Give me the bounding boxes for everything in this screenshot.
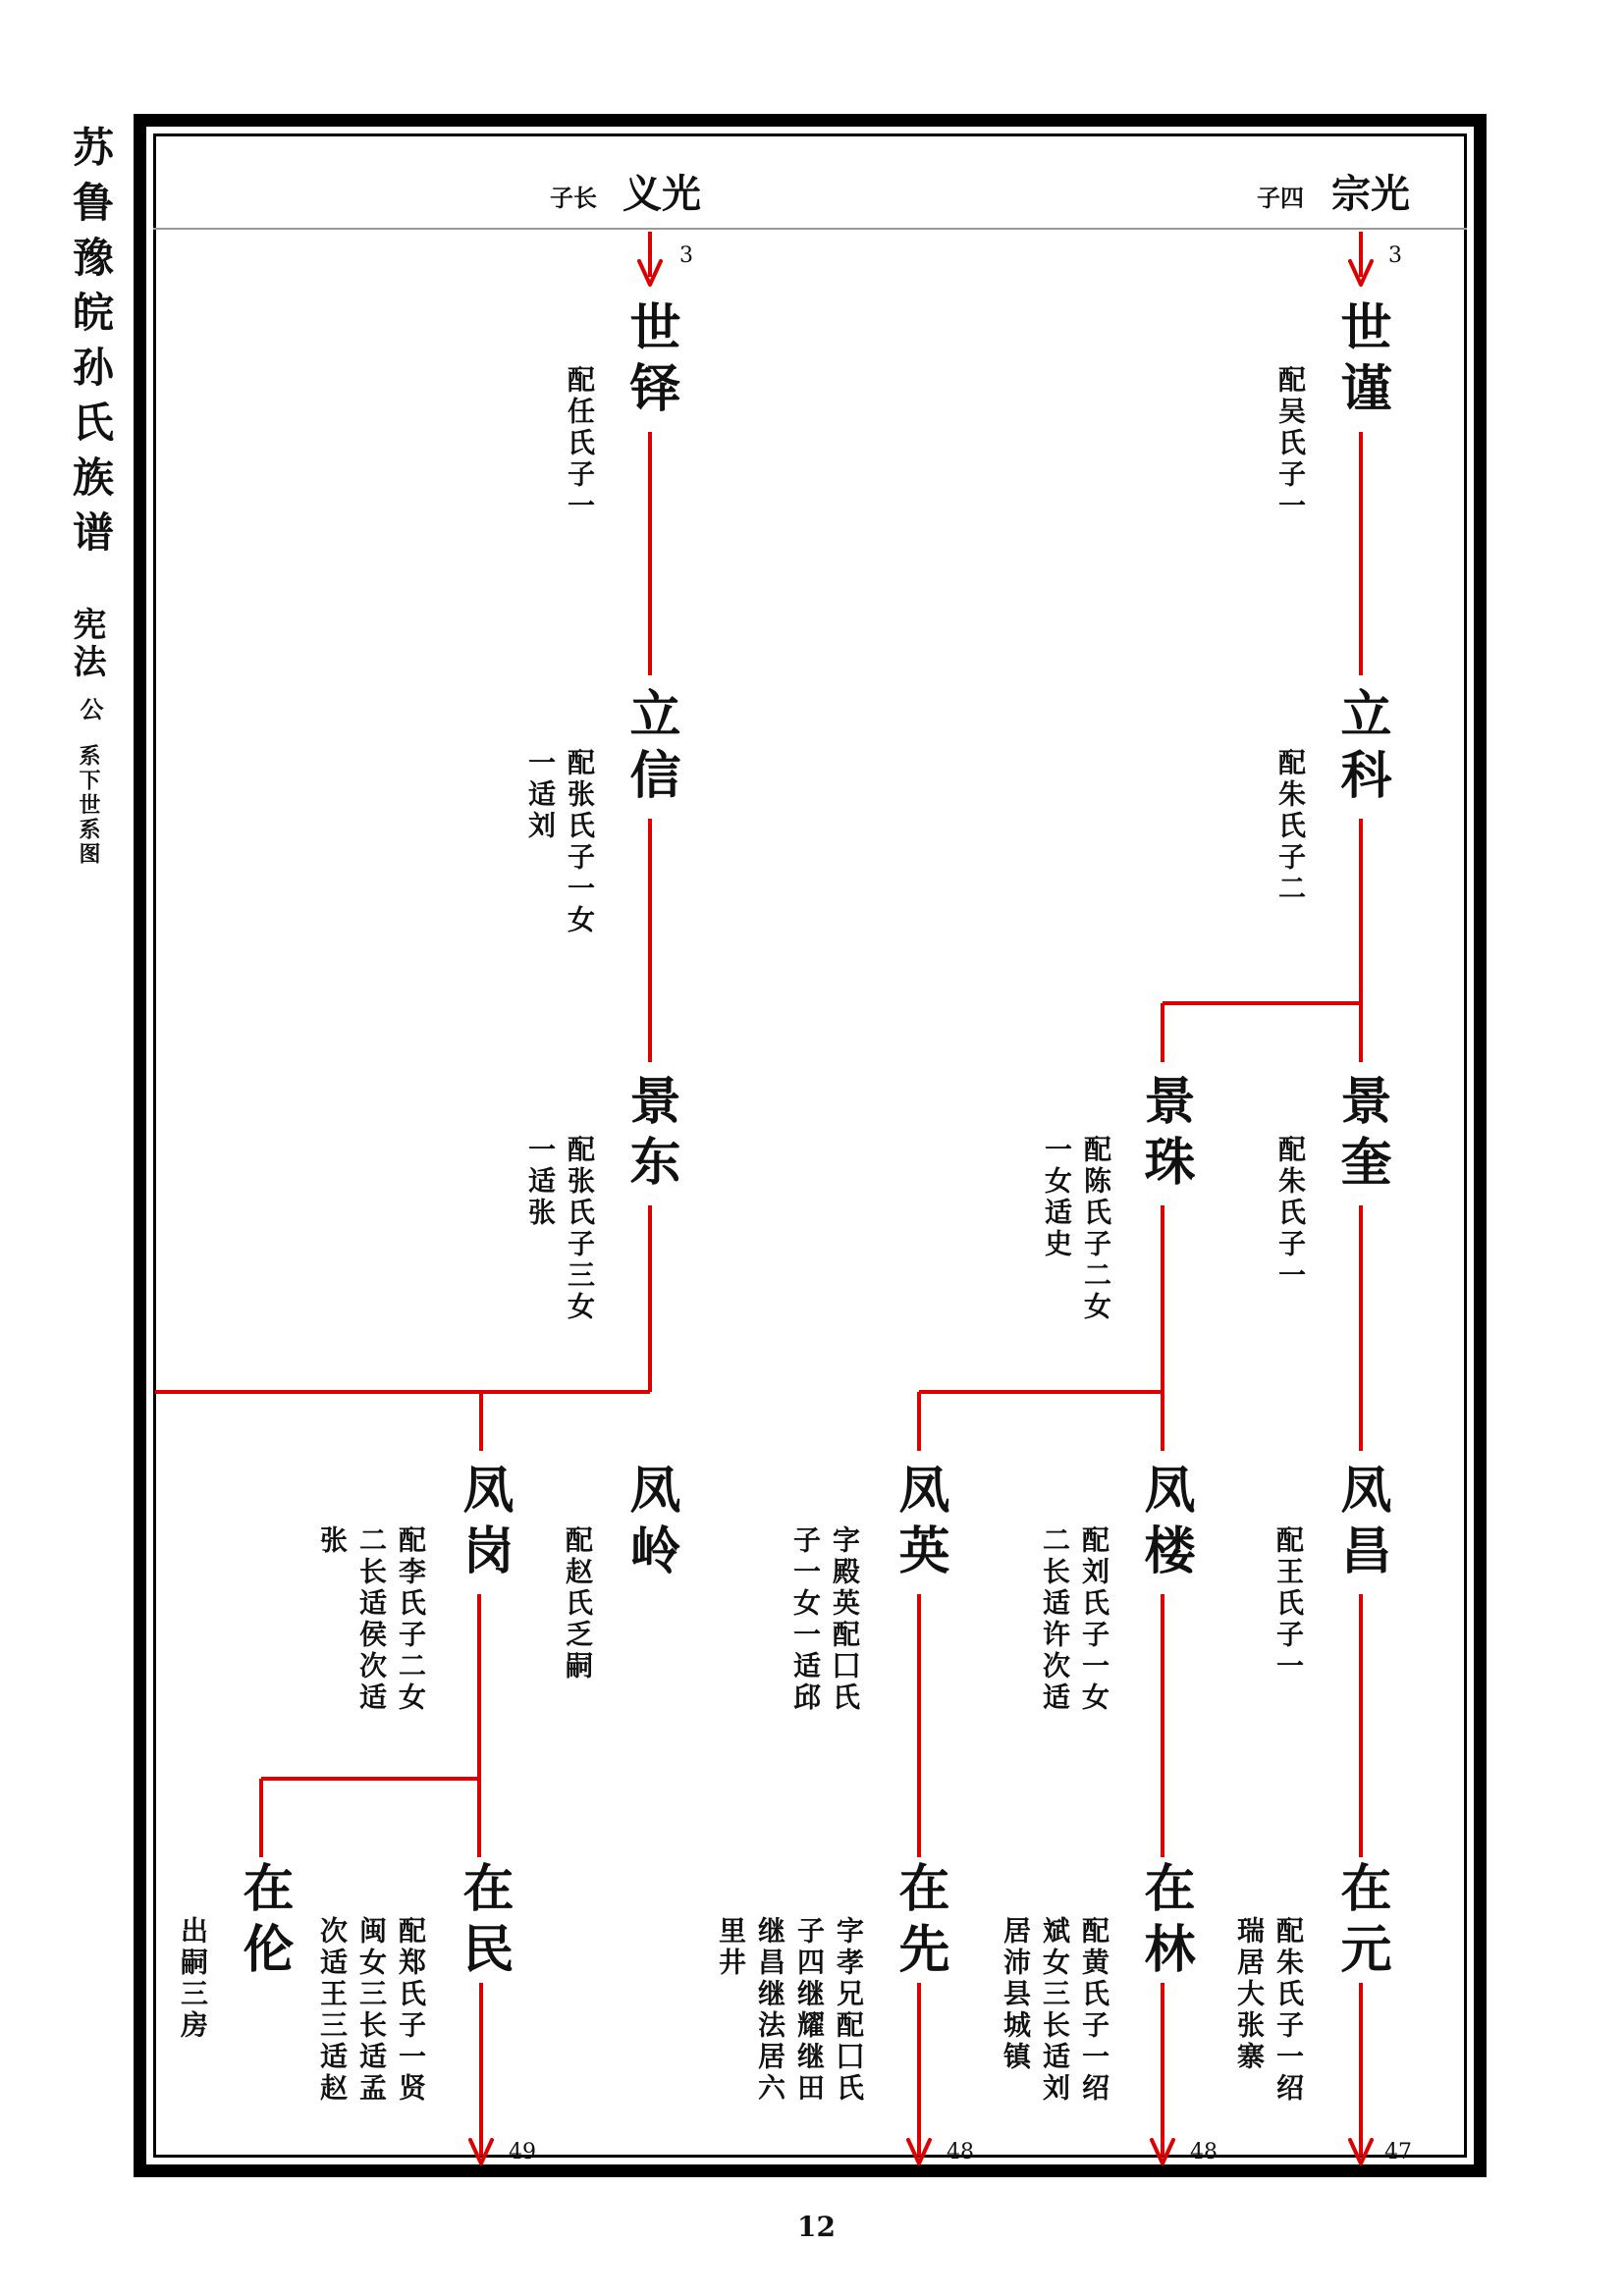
note-zaixian-1: 字孝兄配囗氏 [833, 1916, 865, 2105]
person-lixin: 立信 [621, 687, 680, 809]
person-shijin: 世谨 [1331, 300, 1391, 422]
note-jingdong-2: 一适张 [524, 1135, 557, 1229]
person-jingzhu: 景珠 [1135, 1074, 1195, 1196]
chart-subtitle: 系下世系图 [76, 744, 101, 867]
ancestor-honorific: 公 [76, 697, 104, 721]
person-jingdong: 景东 [621, 1074, 680, 1196]
ref-bottom-zaiyuan: 47 [1384, 2140, 1412, 2164]
person-zailin: 在林 [1135, 1861, 1195, 1983]
person-zaixian: 在先 [890, 1861, 949, 1983]
header-right-rank: 子四 [1257, 184, 1304, 212]
note-fenggang-2: 二长适侯次适 [355, 1525, 388, 1714]
note-zailin-3: 居沛县城镇 [1000, 1916, 1032, 2073]
note-jingzhu-2: 一女适史 [1041, 1135, 1073, 1260]
person-zailun: 在伦 [234, 1861, 294, 1983]
genealogy-title: 苏鲁豫皖孙氏族谱 [67, 126, 115, 565]
ref-bottom-zaimin: 49 [509, 2140, 536, 2164]
page-number: 12 [797, 2211, 836, 2243]
person-shiduo: 世铎 [621, 300, 680, 422]
header-right-name: 宗光 [1331, 171, 1410, 217]
note-zailin-2: 斌女三长适刘 [1039, 1916, 1071, 2105]
note-zaimin-1: 配郑氏子一贤 [395, 1916, 427, 2105]
note-zaimin-2: 闽女三长适孟 [355, 1916, 388, 2105]
note-zailin-1: 配黄氏子一绍 [1078, 1916, 1110, 2105]
person-fenglou: 凤楼 [1135, 1463, 1195, 1584]
note-zaiyuan-1: 配朱氏子一绍 [1272, 1916, 1305, 2105]
header-left-name: 义光 [623, 171, 701, 217]
person-fenggang: 凤岗 [454, 1463, 514, 1584]
ref-top-right: 3 [1388, 243, 1402, 268]
note-zaixian-2: 子四继耀继田 [793, 1916, 826, 2105]
note-zaixian-3: 继昌继法居六 [754, 1916, 786, 2105]
note-jingzhu-1: 配陈氏子二女 [1080, 1135, 1112, 1323]
ancestor-name: 宪法 [67, 607, 106, 681]
person-fengchang: 凤昌 [1331, 1463, 1391, 1584]
note-lixin-2: 一适刘 [524, 748, 557, 842]
note-zailun: 出嗣三房 [177, 1916, 209, 2042]
note-fenggang-3: 张 [316, 1525, 349, 1557]
note-zaixian-4: 里井 [715, 1916, 747, 1979]
note-fengying-1: 字殿英配囗氏 [829, 1525, 861, 1714]
note-jingkui: 配朱氏子一 [1274, 1135, 1307, 1292]
person-zaiyuan: 在元 [1331, 1861, 1391, 1983]
note-fengling: 配赵氏乏嗣 [562, 1525, 594, 1682]
note-shijin: 配吴氏子一 [1274, 365, 1307, 522]
note-fengying-2: 子一女一适邱 [789, 1525, 822, 1714]
note-like: 配朱氏子二 [1274, 748, 1307, 905]
note-fenglou-2: 二长适许次适 [1039, 1525, 1071, 1714]
person-like: 立科 [1331, 687, 1391, 809]
person-fengling: 凤岭 [621, 1463, 680, 1584]
person-jingkui: 景奎 [1331, 1074, 1391, 1196]
note-fengchang: 配王氏子一 [1272, 1525, 1305, 1682]
note-fenglou-1: 配刘氏子一女 [1078, 1525, 1110, 1714]
ref-bottom-zailin: 48 [1190, 2140, 1218, 2164]
ref-top-left: 3 [679, 243, 693, 268]
header-left-rank: 子长 [550, 184, 597, 212]
note-zaiyuan-2: 瑞居大张寨 [1233, 1916, 1266, 2073]
note-fenggang-1: 配李氏子二女 [395, 1525, 427, 1714]
note-shiduo: 配任氏子一 [564, 365, 596, 522]
note-lixin-1: 配张氏子一女 [564, 748, 596, 936]
person-zaimin: 在民 [454, 1861, 514, 1983]
note-zaimin-3: 次适王三适赵 [316, 1916, 349, 2105]
ref-bottom-zaixian: 48 [947, 2140, 974, 2164]
note-jingdong-1: 配张氏子三女 [564, 1135, 596, 1323]
person-fengying: 凤英 [890, 1463, 949, 1584]
